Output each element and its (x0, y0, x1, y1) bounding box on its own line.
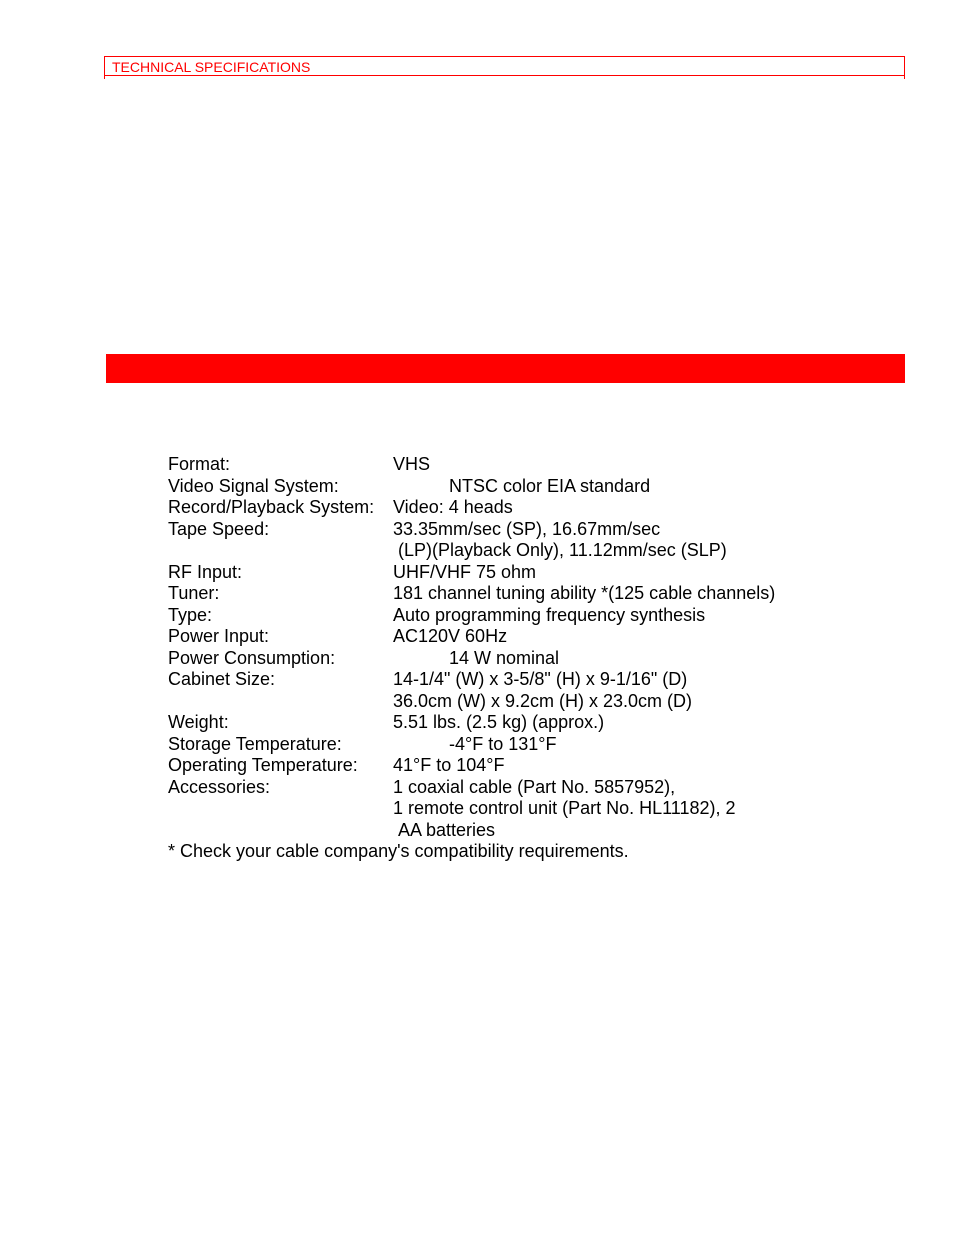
spec-value: 36.0cm (W) x 9.2cm (H) x 23.0cm (D) (393, 690, 693, 711)
spec-value: UHF/VHF 75 ohm (393, 561, 537, 582)
spec-label: Weight: (168, 712, 229, 732)
spec-value: -4°F to 131°F (449, 733, 557, 754)
spec-value: 14-1/4" (W) x 3-5/8" (H) x 9-1/16" (D) (393, 669, 688, 689)
spec-value: Video: 4 heads (393, 497, 513, 517)
spec-label: Power Consumption: (168, 647, 336, 668)
section-header (104, 56, 905, 76)
spec-value: 1 remote control unit (Part No. HL11182), 2 (393, 798, 736, 818)
spec-label: Video Signal System: (168, 475, 339, 496)
spec-row-tape-speed-cont (168, 540, 868, 562)
spec-label: Tuner: (168, 583, 220, 603)
spec-row-tape-speed (168, 519, 868, 541)
spec-row-type (168, 605, 868, 627)
header-right-tick (904, 75, 905, 79)
spec-label: Format: (168, 454, 231, 474)
section-banner (106, 354, 905, 383)
footnote-row (168, 841, 868, 863)
spec-list (168, 454, 868, 863)
spec-row-accessories-cont (168, 798, 868, 820)
header-left-tick (104, 75, 105, 79)
spec-value: AC120V 60Hz (393, 626, 508, 646)
spec-value: Auto programming frequency synthesis (393, 604, 706, 625)
spec-row-accessories-cont (168, 820, 868, 842)
spec-value: (LP)(Playback Only), 11.12mm/sec (SLP) (398, 540, 727, 560)
spec-row-weight (168, 712, 868, 734)
spec-row-power-input (168, 626, 868, 648)
spec-row-accessories (168, 777, 868, 799)
spec-label: Tape Speed: (168, 518, 270, 539)
spec-row-storage-temperature (168, 734, 868, 756)
spec-value: 14 W nominal (449, 647, 560, 668)
spec-row-operating-temperature (168, 755, 868, 777)
spec-label: Type: (168, 604, 213, 625)
spec-label: RF Input: (168, 561, 243, 582)
spec-row-record-playback-system (168, 497, 868, 519)
spec-label: Cabinet Size: (168, 669, 276, 689)
spec-value: AA batteries (398, 819, 496, 840)
spec-value: NTSC color EIA standard (449, 475, 651, 496)
spec-label: Storage Temperature: (168, 733, 342, 754)
spec-row-cabinet-size (168, 669, 868, 691)
spec-label: Operating Temperature: (168, 755, 358, 775)
spec-row-power-consumption (168, 648, 868, 670)
section-title: TECHNICAL SPECIFICATIONS (112, 59, 311, 75)
spec-row-video-signal-system (168, 476, 868, 498)
spec-value: 33.35mm/sec (SP), 16.67mm/sec (393, 518, 661, 539)
spec-value: 5.51 lbs. (2.5 kg) (approx.) (393, 712, 605, 732)
spec-label: Power Input: (168, 626, 270, 646)
footnote: * Check your cable company's compatibility requirements. (168, 841, 629, 861)
spec-row-format (168, 454, 868, 476)
spec-value: 181 channel tuning ability *(125 cable channels) (393, 583, 776, 603)
spec-row-cabinet-size-cont (168, 691, 868, 713)
spec-row-tuner (168, 583, 868, 605)
spec-label: Accessories: (168, 776, 271, 797)
spec-value: 1 coaxial cable (Part No. 5857952), (393, 776, 676, 797)
spec-label: Record/Playback System: (168, 497, 375, 517)
spec-value: 41°F to 104°F (393, 755, 505, 775)
spec-row-rf-input (168, 562, 868, 584)
spec-value: VHS (393, 454, 431, 474)
